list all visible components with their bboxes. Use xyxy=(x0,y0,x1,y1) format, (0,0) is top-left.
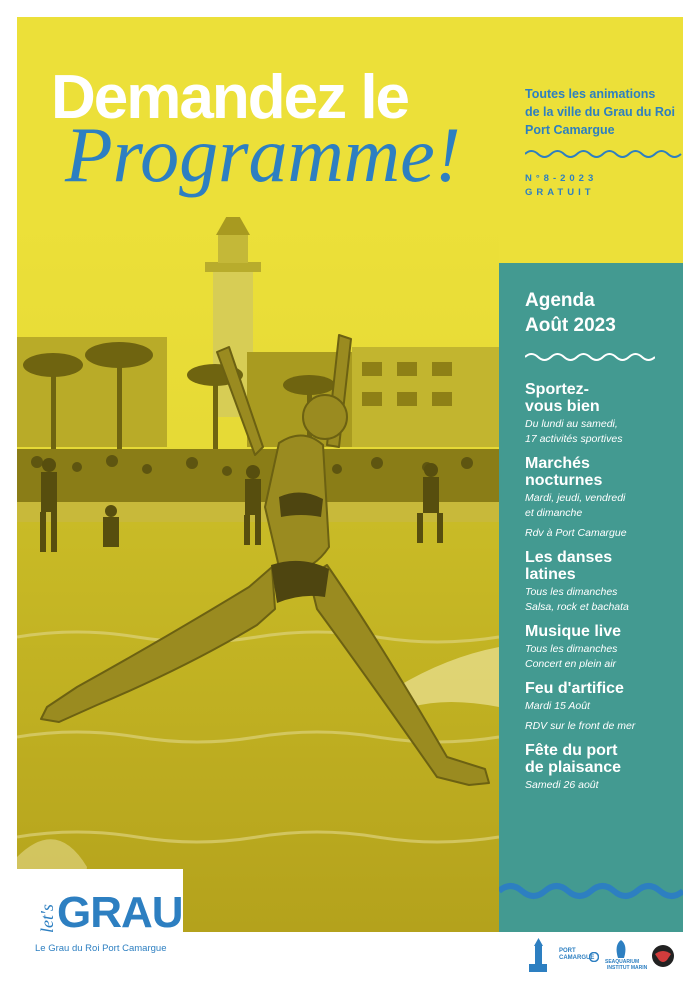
event-title: Musique live xyxy=(525,623,622,640)
headline-line-1: Demandez le xyxy=(51,63,409,132)
port-wave-icon xyxy=(589,952,599,962)
agenda-event-marches xyxy=(525,455,681,541)
event-title: Fête du port xyxy=(525,742,618,759)
agenda-title-line-1: Agenda xyxy=(525,290,595,311)
agenda-event-sport xyxy=(525,381,681,447)
intro-wave-icon xyxy=(525,148,683,160)
event-title: Marchés xyxy=(525,455,590,472)
seaquarium-logo-icon xyxy=(614,940,628,958)
issue-info xyxy=(525,172,597,200)
agenda-panel xyxy=(499,263,683,932)
issue-number: N°8-2023 xyxy=(525,173,598,184)
event-extra: Rdv à Port Camargue xyxy=(525,527,627,539)
headline-line-2: Programme! xyxy=(65,111,461,198)
issue-price: GRATUIT xyxy=(525,187,595,198)
event-extra: Concert en plein air xyxy=(525,658,617,670)
event-detail: Mardi, jeudi, vendredi xyxy=(525,492,626,504)
event-extra: Salsa, rock et bachata xyxy=(525,601,629,613)
event-title: de plaisance xyxy=(525,759,622,776)
event-detail: Mardi 15 Août xyxy=(525,700,590,712)
agenda-event-musique xyxy=(525,623,681,672)
event-title: Feu d'artifice xyxy=(525,680,624,697)
intro-line-1: Toutes les animations xyxy=(525,87,656,101)
agenda-title-line-2: Août 2023 xyxy=(525,315,616,336)
event-title: vous bien xyxy=(525,398,600,415)
agenda-wave-icon xyxy=(525,351,655,363)
agenda-list xyxy=(525,381,681,801)
logo-script-word: let's xyxy=(37,904,57,933)
lets-grau-logo xyxy=(17,869,183,963)
lighthouse-logo-icon xyxy=(527,938,549,974)
agenda-event-feu xyxy=(525,680,681,734)
partner-seaquarium-label: SEAQUARIUM xyxy=(605,959,640,965)
logo-script-text xyxy=(37,887,59,935)
event-detail: Tous les dimanches xyxy=(525,643,618,655)
partner-camargue-label: CAMARGUE xyxy=(559,955,595,961)
bull-logo-icon xyxy=(651,944,675,968)
agenda-event-fete xyxy=(525,742,681,793)
agenda-title xyxy=(525,288,616,338)
headline xyxy=(51,63,461,198)
intro-text xyxy=(525,85,683,139)
beach-photo xyxy=(17,217,499,932)
logo-subtitle: Le Grau du Roi Port Camargue xyxy=(35,943,167,954)
event-title: Sportez- xyxy=(525,381,589,398)
poster-cover xyxy=(17,17,683,932)
partner-logos xyxy=(527,938,687,978)
event-detail: Tous les dimanches xyxy=(525,586,618,598)
event-extra: RDV sur le front de mer xyxy=(525,720,636,732)
agenda-event-danses xyxy=(525,549,681,615)
partner-port-label: PORT xyxy=(559,948,576,954)
event-title: nocturnes xyxy=(525,472,603,489)
event-detail: Du lundi au samedi, xyxy=(525,418,618,430)
event-title: latines xyxy=(525,566,576,583)
event-title: Les danses xyxy=(525,549,613,566)
intro-line-3: Port Camargue xyxy=(525,123,615,137)
event-detail: Samedi 26 août xyxy=(525,779,599,791)
partner-institut-label: INSTITUT MARIN xyxy=(607,965,648,971)
intro-line-2: de la ville du Grau du Roi xyxy=(525,105,676,119)
bottom-wave-icon xyxy=(499,877,683,905)
event-detail: et dimanche xyxy=(525,507,583,519)
logo-word: GRAU xyxy=(57,888,183,937)
event-detail: 17 activités sportives xyxy=(525,433,623,445)
